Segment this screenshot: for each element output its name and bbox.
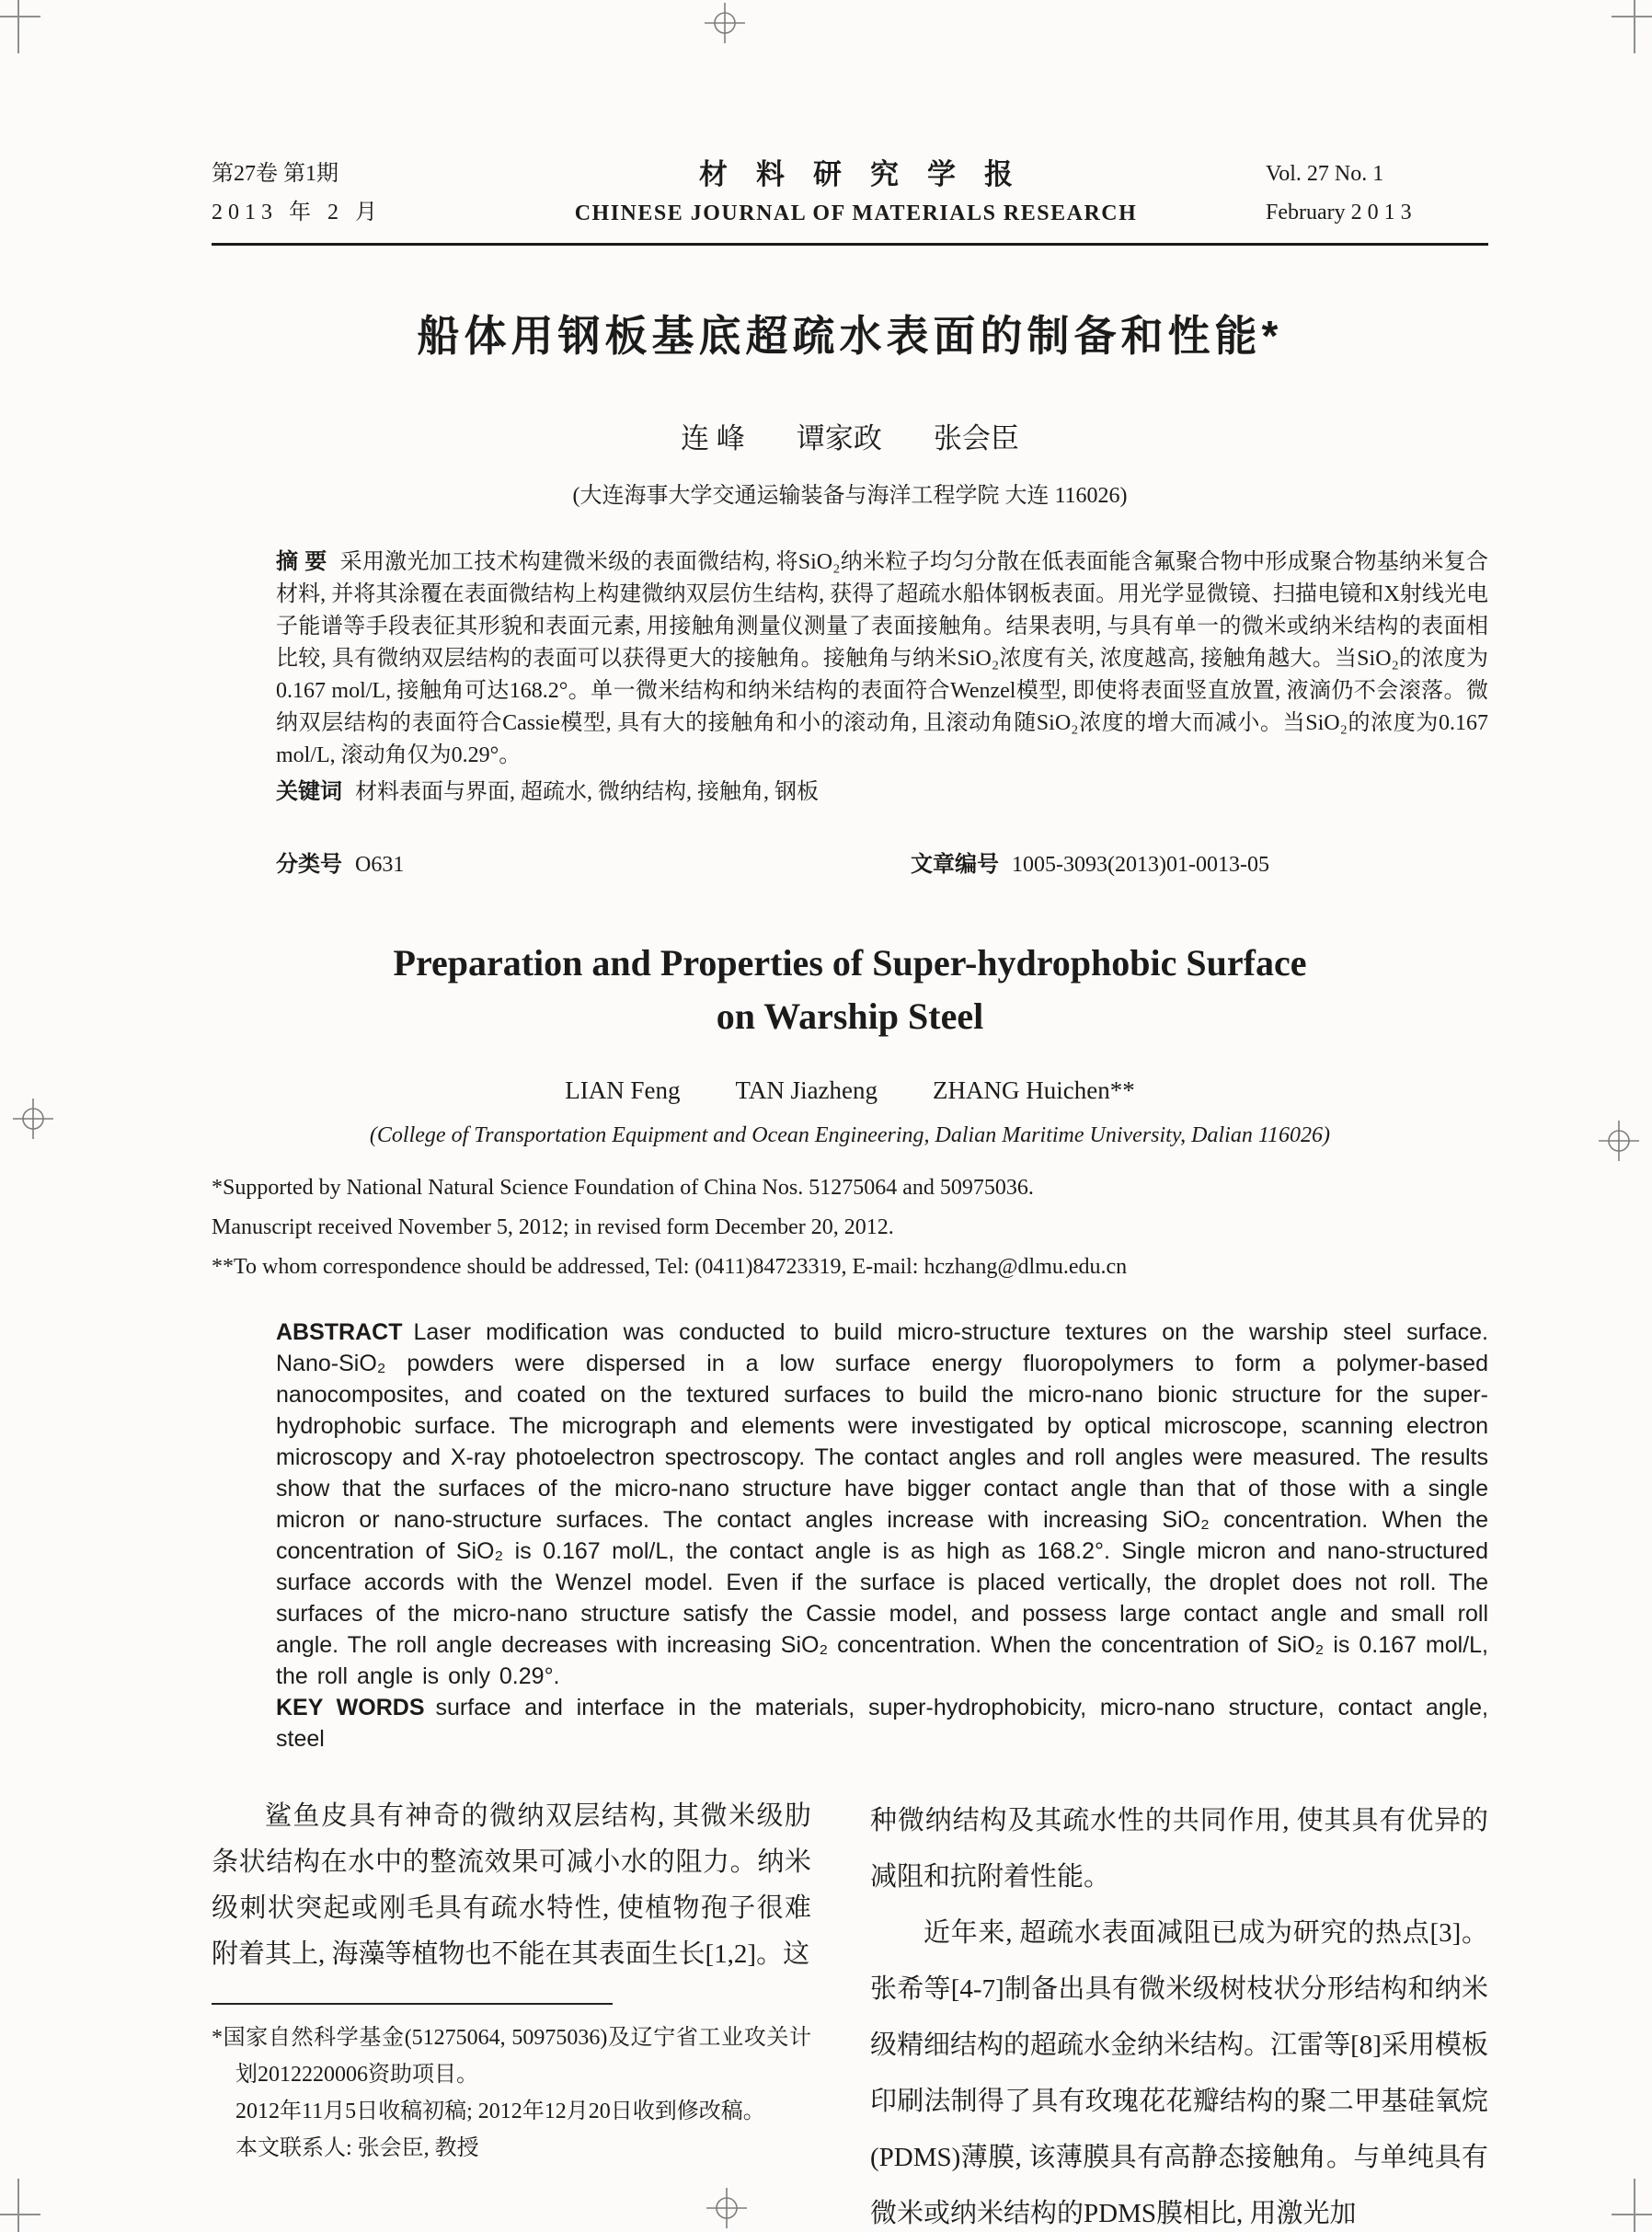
abstract-en-label: ABSTRACT <box>276 1319 403 1345</box>
abstract-cn-block <box>276 546 1488 809</box>
keywords-en-text: surface and interface in the materials, super-hydrophobicity, micro-nano structure, contact angle, steel <box>276 1695 1488 1752</box>
author-cn-2: 谭家政 <box>796 422 882 454</box>
issue-date-cn: 2013 年 2 月 <box>212 201 383 224</box>
abstract-en-text: Laser modification was conducted to build micro-structure textures on the warship steel surface. Nano-SiO₂ powders were dispersed in a low surface energy fluoropolymers to form a polymer-based nanocomposites, and coated on the textured surfaces to build the micro-nano bionic structure for the super- hydrophobic surface. The micrograph and elements were investigated by optical microscope, scanning electron microscopy and X-ray photoelectron spectroscopy. The contact angles and roll angles were measured. The results show that the surfaces of the micro-nano structure have bigger contact angle than that of those with a single micron or nano-structure surfaces. The contact angles increase with increasing SiO₂ concentration. When the concentration of SiO₂ is 0.167 mol/L, the contact angle is as high as 168.2°. Single micron and nano-structured surface accords with the Wenzel model. Even if the surface is placed vertically, the droplet does not roll. The surfaces of the micro-nano structure satisfy the Cassie model, and possess large contact angle and small roll angle. The roll angle decreases with increasing SiO₂ concentration. When the concentration of SiO₂ is 0.167 mol/L, the roll angle is only 0.29°. <box>276 1319 1488 1689</box>
header-left <box>212 155 446 232</box>
crop-mark-bottom-right-h <box>1612 2214 1652 2215</box>
abstract-cn-text: 采用激光加工技术构建微米级的表面微结构, 将SiO₂纳米粒子均匀分散在低表面能含氟聚合物中形成聚合物基纳米复合材料, 并将其涂覆在表面微结构上构建微纳双层仿生结构, 获得了超疏水船体钢板表面。用光学显微镜、扫描电镜和X射线光电子能谱等手段表征其形貌和表面元素, 用接触角测量仪测量了表面接触角。结果表明, 与具有单一的微米或纳米结构的表面相比较, 具有微纳双层结构的表面可以获得更大的接触角。接触角与纳米SiO₂浓度有关, 浓度越高, 接触角越大。当SiO₂的浓度为0.167 mol/L, 接触角可达168.2°。单一微米结构和纳米结构的表面符合Wenzel模型, 即使将表面竖直放置, 液滴仍不会滚落。微纳双层结构的表面符合Cassie模型, 具有大的接触角和小的滚动角, 且滚动角随SiO₂浓度的增大而减小。当SiO₂的浓度为0.167 mol/L, 滚动角仅为0.29°。 <box>276 550 1488 767</box>
classification-code <box>276 846 911 878</box>
footnote-divider <box>212 2003 613 2005</box>
article-title-cn: 船体用钢板基底超疏水表面的制备和性能* <box>417 312 1283 360</box>
authors-cn <box>212 415 1488 456</box>
keywords-en <box>276 1692 1488 1755</box>
crop-mark-bottom-right-v <box>1634 2179 1635 2232</box>
header-divider-line <box>212 243 1488 246</box>
classification-label: 分类号 <box>276 852 342 877</box>
keywords-cn <box>276 776 1488 809</box>
crop-mark-top-left-h <box>0 16 40 17</box>
correspondence-note: **To whom correspondence should be addressed, Tel: (0411)84723319, E-mail: hczhang@dlmu.edu.cn <box>212 1255 1128 1279</box>
author-cn-3: 张会臣 <box>933 422 1019 454</box>
article-title-en <box>212 937 1488 1043</box>
abstract-en-block <box>276 1317 1488 1755</box>
header-center <box>446 155 1266 232</box>
classification-value: O631 <box>355 853 405 877</box>
funding-note: *Supported by National Natural Science Foundation of China Nos. 51275064 and 50975036. <box>212 1176 1034 1200</box>
keywords-cn-text: 材料表面与界面, 超疏水, 微纳结构, 接触角, 钢板 <box>355 780 819 804</box>
abstract-en <box>276 1317 1488 1692</box>
author-cn-1: 连 峰 <box>681 422 745 454</box>
crop-mark-bottom-left-h <box>0 2214 40 2215</box>
affiliation-cn: (大连海事大学交通运输装备与海洋工程学院 大连 116026) <box>572 484 1128 508</box>
issue-date-en: February 2 0 1 3 <box>1266 201 1412 224</box>
journal-title-en: CHINESE JOURNAL OF MATERIALS RESEARCH <box>574 201 1138 225</box>
received-note: Manuscript received November 5, 2012; in revised form December 20, 2012. <box>212 1215 894 1239</box>
abstract-cn-label: 摘 要 <box>276 549 327 574</box>
body-columns <box>212 1793 1488 2232</box>
article-id-label: 文章编号 <box>911 852 999 877</box>
journal-header <box>212 155 1488 232</box>
page-content <box>212 0 1488 2232</box>
author-en-2: TAN Jiazheng <box>735 1076 878 1104</box>
registration-mark-right <box>1599 1121 1639 1161</box>
author-en-3: ZHANG Huichen** <box>933 1076 1135 1104</box>
crop-mark-top-right-v <box>1634 0 1635 53</box>
article-meta-row <box>276 846 1488 878</box>
keywords-en-label: KEY WORDS <box>276 1695 425 1720</box>
registration-mark-left <box>13 1099 53 1139</box>
volume-number: Vol. 27 No. 1 <box>1266 162 1384 186</box>
header-right <box>1266 155 1488 232</box>
footnote-dates: 2012年11月5日收稿初稿; 2012年12月20日收到修改稿。 <box>235 2100 765 2123</box>
body-paragraph: 鲨鱼皮具有神奇的微纳双层结构, 其微米级肋条状结构在水中的整流效果可减小水的阻力。纳米级刺状突起或刚毛具有疏水特性, 使植物孢子很难附着其上, 海藻等植物也不能在其表面生长[1,2]。这 <box>212 1801 811 1969</box>
footnote-funding: *国家自然科学基金(51275064, 50975036)及辽宁省工业攻关计划2012220006资助项目。 <box>212 2026 811 2087</box>
crop-mark-top-right-h <box>1612 16 1652 17</box>
footnote-area <box>212 2003 811 2167</box>
keywords-cn-label: 关键词 <box>276 779 342 804</box>
body-paragraph: 近年来, 超疏水表面减阻已成为研究的热点[3]。张希等[4-7]制备出具有微米级树枝状分形结构和纳米级精细结构的超疏水金纳米结构。江雷等[8]采用模板印刷法制得了具有玫瑰花花瓣结构的聚二甲基硅氧烷(PDMS)薄膜, 该薄膜具有高静态接触角。与单纯具有微米或纳米结构的PDMS膜相比, 用激光加 <box>870 1918 1488 2228</box>
crop-mark-top-left-v <box>17 0 19 53</box>
abstract-cn <box>276 546 1488 772</box>
crop-mark-bottom-left-v <box>17 2179 19 2232</box>
authors-en <box>212 1076 1488 1105</box>
affiliation-en: (College of Transportation Equipment and Ocean Engineering, Dalian Maritime University, Dalian 116026) <box>369 1123 1331 1147</box>
article-id-value: 1005-3093(2013)01-0013-05 <box>1012 853 1269 877</box>
body-column-left <box>212 1793 811 2232</box>
issue-number: 第27卷 第1期 <box>212 162 338 186</box>
footnote-contact: 本文联系人: 张会臣, 教授 <box>235 2136 479 2160</box>
title-footnotes <box>212 1168 1488 1287</box>
article-title-en-line2: on Warship Steel <box>716 995 984 1037</box>
body-column-right <box>870 1793 1488 2232</box>
body-paragraph: 种微纳结构及其疏水性的共同作用, 使其具有优异的减阻和抗附着性能。 <box>870 1806 1488 1892</box>
article-title-en-line1: Preparation and Properties of Super-hydrophobic Surface <box>393 942 1307 984</box>
article-id <box>911 846 1269 878</box>
journal-title-cn: 材 料 研 究 学 报 <box>699 158 1013 190</box>
author-en-1: LIAN Feng <box>565 1076 681 1104</box>
